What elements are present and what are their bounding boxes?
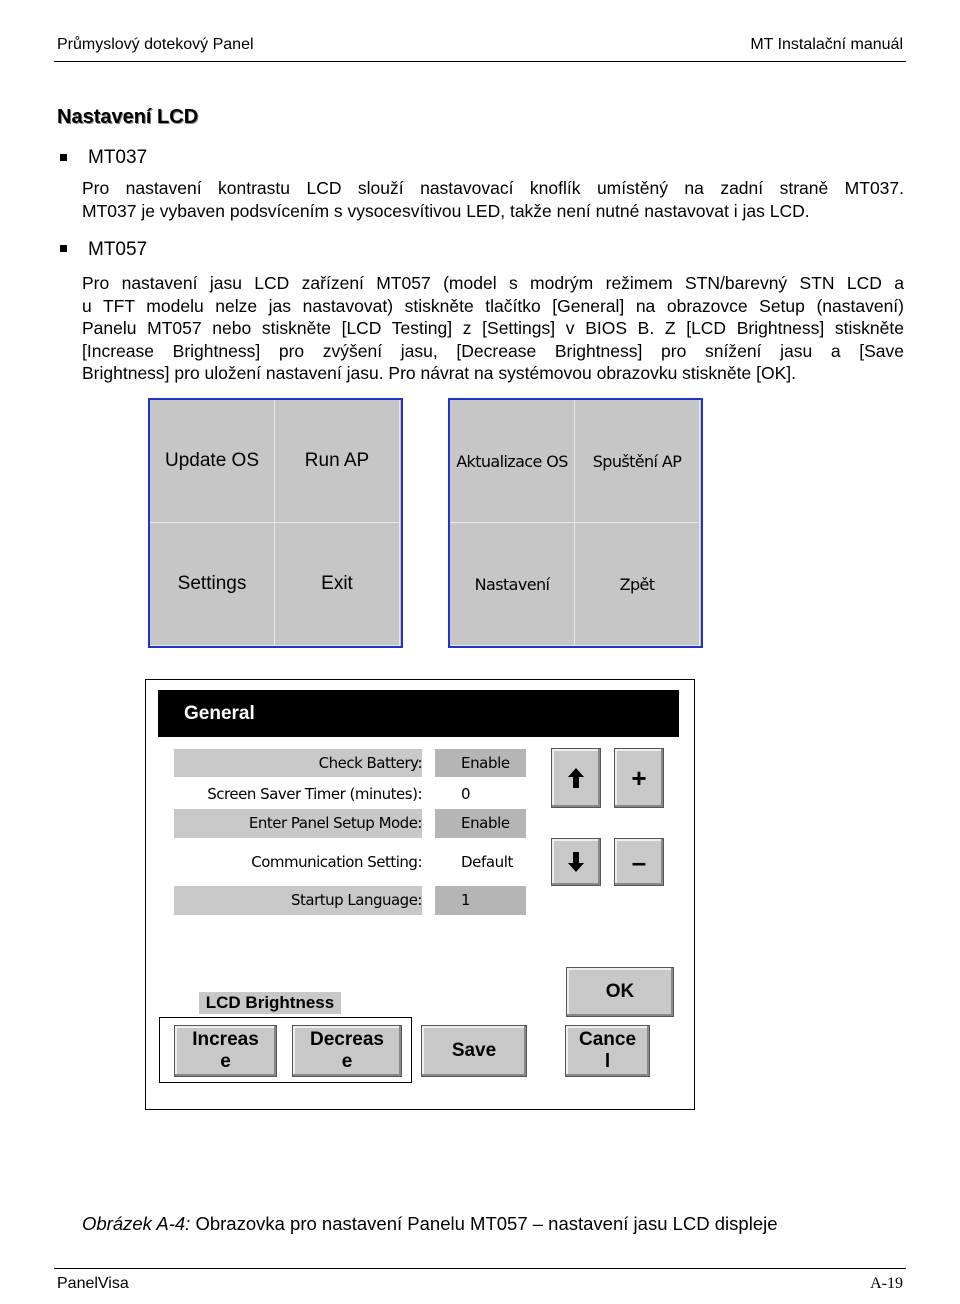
save-label: Save xyxy=(451,1040,497,1061)
increase-button[interactable] xyxy=(174,1025,277,1077)
arrow-up-icon xyxy=(567,767,585,789)
plus-button[interactable] xyxy=(614,748,664,808)
decrease-label-1: Decreas xyxy=(310,1029,384,1050)
down-button[interactable] xyxy=(551,838,601,886)
mt037-line-2: MT037 je vybaven podsvícením s vysocesvítivou LED, takže není nutné nastavovat i jas LCD. xyxy=(82,200,810,221)
footer-left: PanelVisa xyxy=(57,1275,129,1292)
minus-label: – xyxy=(631,846,647,877)
startup-language-value[interactable]: 1 xyxy=(435,886,526,915)
up-button[interactable] xyxy=(551,748,601,808)
header-rule xyxy=(54,61,906,62)
nastaveni-button[interactable]: Nastavení xyxy=(450,523,575,646)
mt057-line-2: u TFT modelu nelze jas nastavovat) stiskněte tlačítko [General] na obrazovce Setup (nastavení) xyxy=(82,295,904,316)
general-title-bar xyxy=(158,690,679,737)
footer-right: A-19 xyxy=(870,1275,903,1292)
footer-rule xyxy=(54,1268,906,1269)
cancel-label-2: l xyxy=(604,1051,611,1072)
decrease-label-2: e xyxy=(341,1051,353,1072)
mt057-line-4: [Increase Brightness] pro zvýšení jasu, [Decrease Brightness] pro snížení jasu a [Save xyxy=(82,340,904,361)
startup-language-label: Startup Language: xyxy=(174,886,422,915)
zpet-button[interactable]: Zpět xyxy=(575,523,700,646)
aktualizace-os-button[interactable]: Aktualizace OS xyxy=(450,400,575,523)
mt037-paragraph xyxy=(82,177,904,222)
section-title: Nastavení LCD xyxy=(57,106,199,128)
bullet-icon xyxy=(60,154,67,161)
panel-setup-label: Enter Panel Setup Mode: xyxy=(174,809,422,838)
exit-button[interactable]: Exit xyxy=(275,523,400,646)
settings-button[interactable]: Settings xyxy=(150,523,275,646)
minus-button[interactable] xyxy=(614,838,664,886)
cancel-button[interactable] xyxy=(565,1025,650,1077)
check-battery-value[interactable]: Enable xyxy=(435,749,526,777)
mt057-line-5: Brightness] pro uložení nastavení jasu. Pro návrat na systémovou obrazovku stiskněte [OK]. xyxy=(82,363,796,383)
mt037-label: MT037 xyxy=(88,147,148,168)
save-button[interactable] xyxy=(421,1025,527,1077)
communication-value[interactable]: Default xyxy=(461,853,514,871)
mt037-line-1: Pro nastavení kontrastu LCD slouží nastavovací knoflík umístěný na zadní straně MT037. xyxy=(82,178,904,198)
arrow-down-icon xyxy=(567,851,585,873)
screen-saver-label: Screen Saver Timer (minutes): xyxy=(207,785,422,803)
decrease-button[interactable] xyxy=(292,1025,402,1077)
bullet-icon xyxy=(60,245,67,252)
mt057-line-3: Panelu MT057 nebo stiskněte [LCD Testing] z [Settings] v BIOS B. Z [LCD Brightness] stiskněte xyxy=(82,318,904,338)
communication-label: Communication Setting: xyxy=(251,853,422,871)
general-title: General xyxy=(184,703,255,724)
spusteni-ap-button[interactable]: Spuštění AP xyxy=(575,400,700,523)
plus-label: + xyxy=(631,762,647,793)
panel-setup-value[interactable]: Enable xyxy=(435,809,526,838)
ok-label: OK xyxy=(605,981,635,1002)
header-right: MT Instalační manuál xyxy=(750,36,903,53)
caption-prefix: Obrázek A-4: xyxy=(82,1213,191,1234)
mt057-label: MT057 xyxy=(88,239,148,260)
cancel-label-1: Cance xyxy=(578,1029,637,1050)
mt057-paragraph xyxy=(82,272,904,385)
menu-panel-cz xyxy=(448,398,703,648)
mt057-line-1: Pro nastavení jasu LCD zařízení MT057 (model s modrým režimem STN/barevný STN LCD a xyxy=(82,273,904,293)
run-ap-button[interactable]: Run AP xyxy=(275,400,400,523)
header-left: Průmyslový dotekový Panel xyxy=(57,36,254,53)
screen-saver-value[interactable]: 0 xyxy=(461,785,471,803)
increase-label-2: e xyxy=(220,1051,231,1072)
caption-text: Obrazovka pro nastavení Panelu MT057 – nastavení jasu LCD displeje xyxy=(190,1213,778,1234)
menu-panel-en xyxy=(148,398,403,648)
update-os-button[interactable]: Update OS xyxy=(150,400,275,523)
figure-caption xyxy=(82,1213,778,1235)
lcd-brightness-label: LCD Brightness xyxy=(199,992,341,1014)
increase-label-1: Increas xyxy=(192,1029,259,1050)
ok-button[interactable] xyxy=(566,967,674,1017)
check-battery-label: Check Battery: xyxy=(174,749,422,777)
